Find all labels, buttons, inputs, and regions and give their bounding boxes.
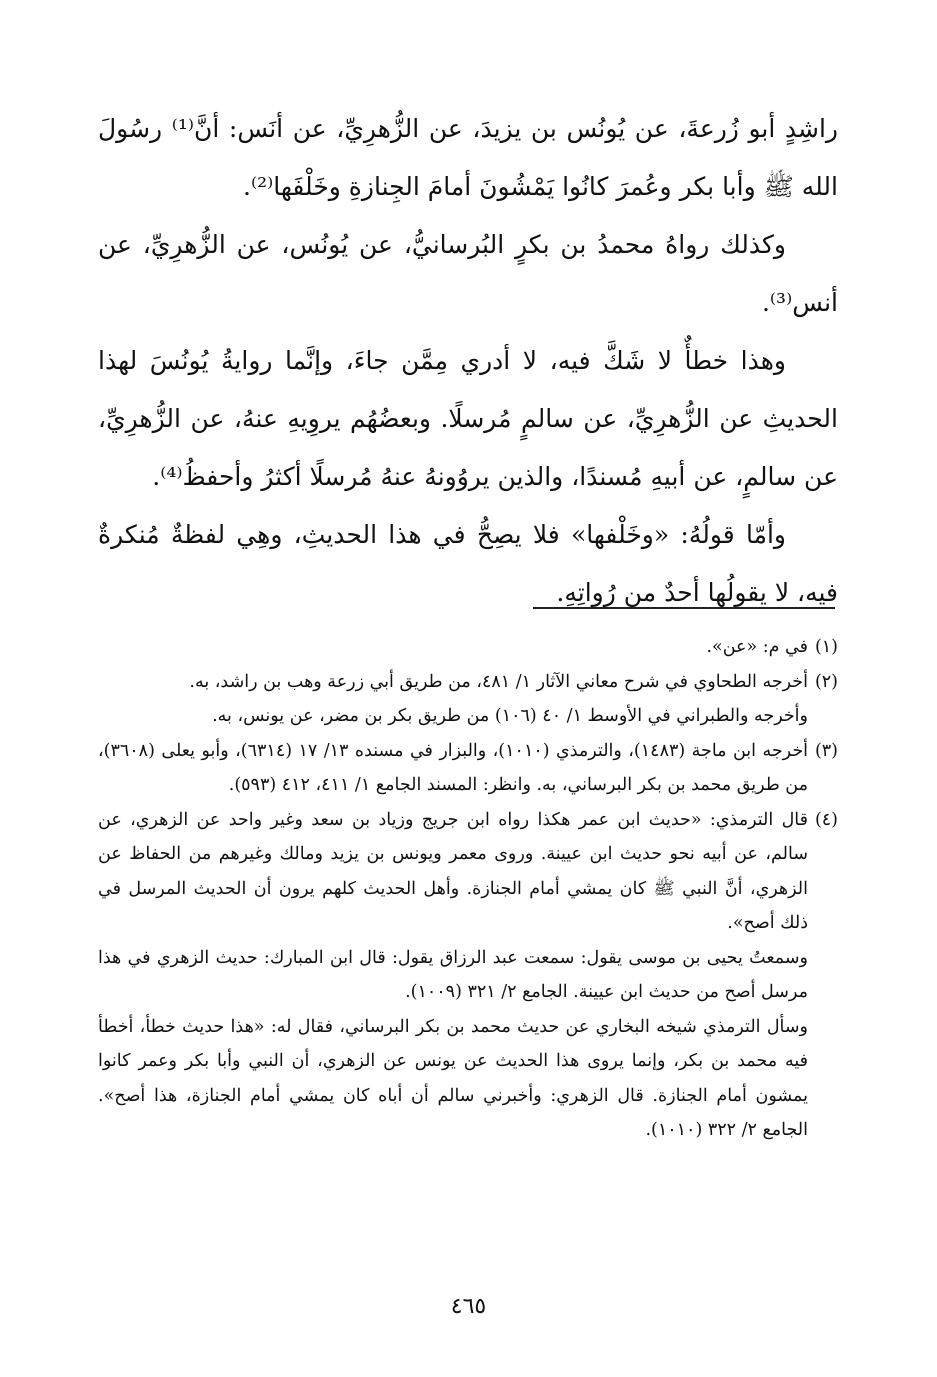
footnote-divider [533,607,835,609]
footnote-number: (٢) [814,671,838,692]
footnote-3 [98,734,838,803]
main-paragraph: وهذا خطأٌ لا شَكَّ فيه، لا أدري مِمَّن جاءَ، وإنَّما روايةُ يُونُسَ لهذا الحديثِ عن الزُّهرِيِّ، عن سالمٍ مُرسلًا. وبعضُهُم يروِيهِ عنهُ، عن الزُّهرِيِّ، عن سالمٍ، عن أبيهِ مُسندًا، والذين يروُونهُ عنهُ مُرسلًا أكثرُ وأحفظُ⁽⁴⁾. [98,346,838,491]
main-paragraph: راشِدٍ أبو زُرعةَ، عن يُونُس بن يزيدَ، عن الزُّهرِيِّ، عن أنَس: أنَّ⁽¹⁾ رسُولَ الله ﷺ وأبا بكر وعُمرَ كانُوا يَمْشُونَ أمامَ الجِنازةِ وخَلْفَها⁽²⁾. [98,114,838,201]
footnotes [98,630,838,1148]
page-number: ٤٦٥ [450,1294,487,1319]
main-paragraph: وكذلك رواهُ محمدُ بن بكرٍ البُرسانيُّ، عن يُونُس، عن الزُّهرِيِّ، عن أنس⁽³⁾. [98,230,838,317]
main-text [98,100,838,622]
main-paragraph: وأمّا قولُهُ: «وخَلْفها» فلا يصِحُّ في هذا الحديثِ، وهِي لفظةٌ مُنكرةٌ فيه، لا يقولُها أحدٌ من رُواتِهِ. [98,520,838,607]
footnote-2 [98,665,838,700]
footnote-continuation: وسأل الترمذي شيخه البخاري عن حديث محمد بن بكر البرساني، فقال له: «هذا حديث خطأ، أخطأ فيه محمد بن بكر، وإنما يروى هذا الحديث عن يونس عن الزهري، أن النبي وأبا بكر وعمر كانوا يمشون أمام الجنازة. قال الزهري: وأخبرني سالم أن أباه كان يمشي أمام الجنازة، هذا أصح». الجامع ٢/ ٣٢٢ (١٠١٠). [98,1016,808,1140]
footnote-text: أخرجه ابن ماجة (١٤٨٣)، والترمذي (١٠١٠)، والبزار في مسنده ١٣/ ١٧ (٦٣١٤)، وأبو يعلى (٣٦٠٨)، من طريق محمد بن بكر البرساني، به. وانظر: المسند الجامع ١/ ٤١١، ٤١٢ (٥٩٣). [98,740,808,795]
footnote-number: (٤) [814,809,838,830]
footnote-text: أخرجه الطحاوي في شرح معاني الآثار ١/ ٤٨١، من طريق أبي زرعة وهب بن راشد، به. [189,671,808,692]
footnote-text: قال الترمذي: «حديث ابن عمر هكذا رواه ابن جريج وزياد بن سعد وغير واحد عن الزهري، عن سالم، عن أبيه نحو حديث ابن عيينة. وروى معمر ويونس بن يزيد ومالك وغيرهم من الحفاظ عن الزهري، أنَّ النبي ﷺ كان يمشي أمام الجنازة. وأهل الحديث كلهم يرون أن الحديث المرسل في ذلك أصح». [98,809,808,933]
footnote-text: في م: «عن». [706,637,808,657]
footnote-continuation: وأخرجه والطبراني في الأوسط ١/ ٤٠ (١٠٦) من طريق بكر بن مضر، عن يونس، به. [212,706,808,726]
footnote-number: (٣) [814,740,838,761]
footnote-1 [98,630,838,665]
footnote-continuation: وسمعتُ يحيى بن موسى يقول: سمعت عبد الرزاق يقول: قال ابن المبارك: حديث الزهري في هذا مرسل أصح من حديث ابن عيينة. الجامع ٢/ ٣٢١ (١٠٠٩). [98,947,808,1002]
footnote-number: (١) [814,637,838,657]
footnote-4 [98,803,838,941]
